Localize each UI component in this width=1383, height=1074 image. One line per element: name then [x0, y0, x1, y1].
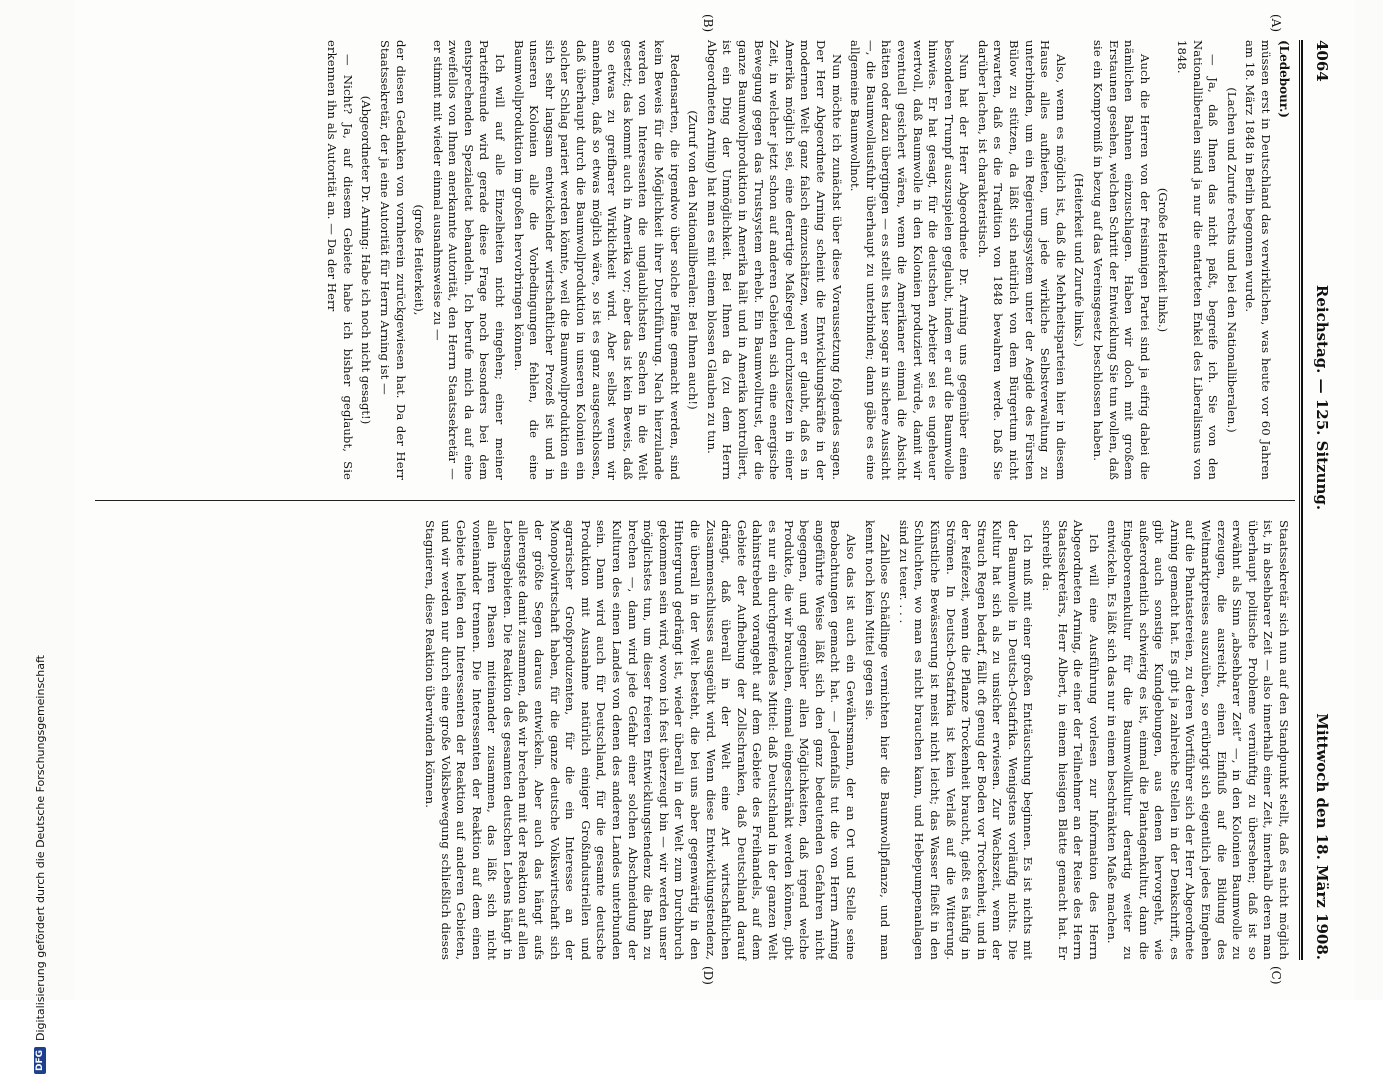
- header-rule-thin: [1299, 40, 1300, 960]
- interjection: (Lachen und Zurufe rechts und bei den Nationalliberalen.): [1224, 87, 1239, 433]
- page-number: 4064: [1313, 40, 1331, 82]
- session-title: Reichstag. — 125. Sitzung.: [1313, 284, 1331, 511]
- paragraph: der diesen Gedanken von vornherein zurückgewiesen hat. Da der Herr Staatssekretär, der ja eine Autorität für Herrn Arning ist —: [377, 40, 408, 480]
- paragraph: Also, wenn es möglich ist, daß die Mehrheitsparteien hier in diesem Hause alles aufbieten, um jede wirkliche Selbstverwaltung zu unterbinden, um ein Regierungssystem unter der Aegide des Fürsten Bülow zu stützen, da läßt sich natürlich von dem Bürgertum nicht erwarten, daß es die Tradition von 1848 bewahren werde. Daß Sie darüber lachen, ist charakteristisch.: [975, 40, 1068, 480]
- dfg-logo: DFG: [34, 1047, 46, 1074]
- paragraph: Also das ist auch ein Gewährsmann, der an Ort und Stelle seine Beobachtungen gemacht hat. — Jedenfalls tut die von Herrn Arning angeführte Weise läßt sich den ganz bedeutenden Gefahren nicht begegnen, und gegenüber allen Möglichkeiten, daß irgend welche Produkte, die wir brauchen, einmal eingeschränkt werden können, gibt es nur ein durchgreifendes Mittel: daß Deutschland in der ganzen Welt dahinstrebend vorangeht auf dem Gebiete des Freihandels, auf dem Gebiete der Aufhebung der Zollschranken, daß Deutschland darauf drängt, daß überall in der Welt eine Art wirtschaftlichen Zusammenschlusses ausgeübt wird. Wenn diese Entwicklungstendenz, die überall in der Welt besteht, die bei uns aber gegenwärtig in den Hintergrund gedrängt ist, wieder überall in der Welt zum Durchbruch gekommen sein wird, wovon ich fest überzeugt bin — wir werden unser möglichstes tun, um dieser freieren Entwicklungstendenz die Bahn zu brechen —, dann wird jede Gefahr einer solchen Abschneidung der Kulturen des einen Landes von denen des anderen Landes unterbunden sein. Dann wird auch für Deutschland, für die gesamte deutsche Produktion mit Ausnahme natürlich einiger Großindustriellen und agrarischer Großproduzenten, für die ein Interesse an der Monopolwirtschaft haben, für die ganze deutsche Volkswirtschaft sich der größte Segen daraus entwickeln. Aber auch das hängt aufs allerengste damit zusammen, daß wir brechen mit der Reaktion auf allen Lebensgebieten. Die Reaktion des gesamten deutschen Lebens hängt in allen ihren Phasen miteinander zusammen, das läßt sich nicht voneinander trennen. Die Interessenten der Reaktion auf dem einen Gebiete helfen den Interessenten der Reaktion auf anderen Gebieten, und wir werden nur durch eine große Volksbewegung schließlich dieses Stagnieren, diese Reaktion überwinden können.: [422, 520, 858, 960]
- paragraph: Auch die Herren von der freisinnigen Partei sind ja eifrig dabei die nämlichen Bahnen einzuschlagen. Haben wir doch mit großem Erstaunen gesehen, welchen Schritt der Entwicklung Sie tun wollen, daß sie ein Kompromiß in bezug auf das Vereinsgesetz beschlossen haben.: [1091, 40, 1152, 480]
- rotated-page: [75, 0, 1355, 1000]
- credit-sidebar: [0, 0, 47, 1071]
- interjection: (Zuruf von den Nationalliberalen: Bei Ihnen auch!): [686, 110, 701, 410]
- paragraph: — Ja, daß Ihnen das nicht paßt, begreife ich. Sie von den Nationalliberalen sind ja nur die entarteten Enkel des Liberalismus von 1848.: [1175, 40, 1221, 480]
- page-header: [1307, 40, 1337, 960]
- credit-text: Digitalisierung gefördert durch die Deutsche Forschungsgemeinschaft: [33, 655, 47, 1041]
- margin-marker-b: (B): [701, 14, 715, 33]
- quotation: Ich muß mit einer großen Enttäuschung beginnen. Es ist nichts mit der Baumwolle in Deutsch-Ostafrika. Wenigstens vorläufig nichts. Die Kultur hat sich als zu unsicher erwiesen. Zur Wachszeit, wenn der Strauch Regen bedarf, fällt oft genug der Boden vor Trockenheit, und in der Reifezeit, wenn die Pflanze Trockenheit braucht, gießt es häufig in Strömen. In Deutsch-Ostafrika ist kein Verlaß auf die Witterung. Künstliche Bewässerung ist meist nicht leicht; das Wasser fließt in den Schluchten, wo man es nicht brauchen kann, und Hebepumpenanlagen sind zu teuer. . . .: [896, 520, 1036, 960]
- interjection: (Heiterkeit und Zurufe links.): [1072, 173, 1087, 347]
- paragraph: Ich will eine Ausführung vorlesen zur Information des Herrn Abgeordneten Arning, die einer der Teilnehmer an der Reise des Herrn Staatssekretärs, Herr Albert, in einem hiesigen Blatte gemacht hat. Er schreibt da:: [1040, 520, 1101, 960]
- paragraph: Redensarten, die irgendwo über solche Pläne gemacht werden, sind kein Beweis für die Möglichkeit ihrer Durchführung. Nach hierzulande werden von Interessenten die unglaublichsten Sachen in die Welt gesetzt; das kommt auch in Amerika vor; aber das ist kein Beweis, daß so etwas zu greifbarer Wirklichkeit wird. Aber selbst wenn wir annehmen, daß so etwas möglich wäre, so ist es ganz ausgeschlossen, daß überhaupt durch die Baumwollproduktion in unseren Kolonien ein solcher Schlag pariert werden könnte, weil die Baumwollproduktion ein sich sehr langsam entwickelnder wirtschaftlicher Prozeß ist und in unseren Kolonien alle die Vorbedingungen fehlen, die eine Baumwollproduktion im großen hervorbringen können.: [511, 40, 682, 480]
- paragraph: Nun möchte ich zunächst über diese Voraussetzung folgendes sagen. Der Herr Abgeordnete Arning scheint die Entwicklungskräfte in der modernen Welt ganz falsch einzuschätzen, wenn er glaubt, daß es in Amerika möglich sei, eine derartige Maßregel durchzusetzen in einer Zeit, in welcher jetzt schon auf anderen Gebieten sich eine energische Bewegung gegen das Trustsystem erhebt. Ein Baumwolltrust, der die ganze Baumwollproduktion in Amerika hält und in Amerika kontrolliert, ist ein Ding der Unmöglichkeit. Bei Ihnen da (zu dem Herrn Abgeordneten Arning) hat man es mit einem blossen Glauben zu tun.: [704, 40, 844, 480]
- paragraph: Staatssekretär sich nun auf den Standpunkt stellt, daß es nicht möglich ist, in absehbarer Zeit — also innerhalb einer Zeit, innerhalb deren man überhaupt politische Probleme vernünftig zu übersehen; daß ist so erwähnt als Sinn „absehbarer Zeit“ —, in den Kolonien Baumwolle zu erzeugen, die ausreicht, einen Einfluß auf die Bildung des Weltmarktpreises auszuüben, so erübrigt sich eigentlich jedes Eingehen auf die Phantastereien, zu deren Wortführer sich der Herr Abgeordnete Arning gemacht hat. Es gibt ja zahlreiche Stellen in der Denkschrift, es gibt auch sonstige Kundgebungen, aus denen hervorgeht, wie außerordentlich schwierig es ist, einmal die Plantagenkultur, dann die Eingeborenenkultur für die Baumwollkultur derartig weiter zu entwickeln. Es läßt sich das nur in einem beschränkten Maße machen.: [1105, 520, 1291, 960]
- interjection: (große Heiterkeit),: [412, 204, 427, 316]
- paragraph: Ich will auf alle Einzelheiten nicht eingehen; einer meiner Parteifreunde wird gerade diese Frage noch besonders bei dem entsprechenden Spezialetat behandeln. Ich berufe mich da auf eine zweifellos von Ihnen anerkannte Autorität, den Herrn Staatssekretär — er stimmt mit wieder einmal ausnahmsweise zu —: [430, 40, 508, 480]
- margin-marker-a: (A): [1269, 14, 1283, 33]
- margin-marker-c: (C): [1269, 966, 1283, 985]
- right-column: [91, 520, 1291, 960]
- print-sheet: [75, 0, 1355, 1000]
- margin-marker-d: (D): [701, 966, 715, 985]
- quotation: Zahllose Schädlinge vernichten hier die Baumwollpflanze, und man kennt noch kein Mittel gegen sie.: [862, 520, 893, 960]
- paragraph: — Nicht? Ja, auf diesem Gebiete habe ich bisher geglaubt, Sie erkennen ihn als Autorität an. — Da der Herr: [325, 40, 355, 480]
- left-column: [91, 40, 1291, 480]
- paragraph: müssen erst in Deutschland das verwirklichen, was heute vor 60 Jahren am 18. März 1848 in Berlin begonnen wurde.: [1243, 40, 1273, 480]
- paragraph: Nun hat der Herr Abgeordnete Dr. Arning uns gegenüber einen besonderen Trumpf auszuspielen geglaubt, indem er auf die Baumwolle hinwies. Er hat gesagt, für die deutschen Arbeiter sei es ungeheuer wertvoll, daß Baumwolle in den Kolonien produziert würde, damit wir eventuell gesichert wären, wenn die Amerikaner einmal die Absicht hätten oder dazu übergingen — es stellt es hier sogar in sichere Aussicht —, die Baumwollausfuhr überhaupt zu unterbinden; dann gäbe es eine allgemeine Baumwollnot.: [848, 40, 972, 480]
- speaker-name: (Ledebour.): [1277, 40, 1291, 118]
- session-date: Mittwoch den 18. März 1908.: [1313, 713, 1331, 960]
- column-divider: [95, 500, 1295, 501]
- header-rule: [1301, 40, 1303, 960]
- interjection: (Abgeordneter Dr. Arning: Habe ich noch nicht gesagt!): [359, 95, 374, 425]
- credit-line: [31, 114, 49, 1074]
- interjection: (Große Heiterkeit links.): [1156, 187, 1171, 333]
